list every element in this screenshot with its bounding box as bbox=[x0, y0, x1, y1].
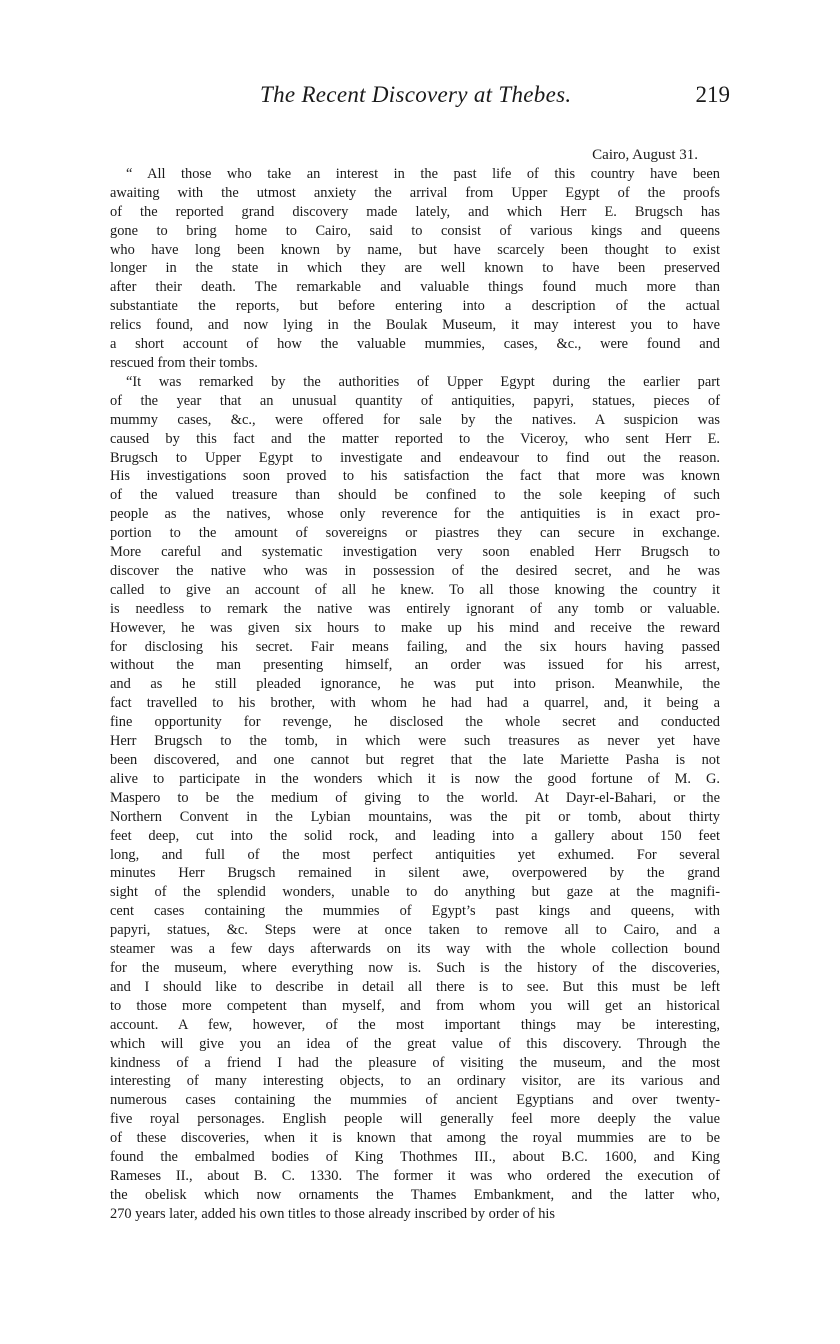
text-line: gone to bring home to Cairo, said to consist of various kings and queens bbox=[110, 222, 720, 239]
page-number: 219 bbox=[695, 82, 730, 107]
text-line: Northern Convent in the Lybian mountains, was the pit or tomb, about thirty bbox=[110, 808, 720, 825]
text-line: fact travelled to his brother, with whom he had had a quarrel, and, it being a bbox=[110, 695, 720, 712]
text-line: “It was remarked by the authorities of Upper Egypt during the earlier part bbox=[126, 373, 720, 390]
running-title: The Recent Discovery at Thebes. bbox=[260, 82, 572, 107]
text-line: awaiting with the utmost anxiety the arrival from Upper Egypt of the proofs bbox=[110, 184, 720, 201]
text-line: and I should like to describe in detail all there is to see. But this must be left bbox=[110, 978, 720, 995]
text-line: Rameses II., about B. C. 1330. The former it was who ordered the execution of bbox=[110, 1167, 720, 1184]
text-line: without the man presenting himself, an order was issued for his arrest, bbox=[110, 657, 720, 674]
text-line: five royal personages. English people will generally feel more deeply the value bbox=[110, 1111, 720, 1128]
text-line: of the year that an unusual quantity of antiquities, papyri, statues, pieces of bbox=[110, 392, 720, 409]
text-line: rescued from their tombs. bbox=[110, 354, 258, 371]
text-line: the obelisk which now ornaments the Thames Embankment, and the latter who, bbox=[110, 1186, 720, 1203]
text-line: minutes Herr Brugsch remained in silent awe, overpowered by the grand bbox=[110, 865, 720, 882]
text-line: account. A few, however, of the most important things may be interesting, bbox=[110, 1016, 720, 1033]
running-head bbox=[110, 82, 730, 114]
article-paragraphs bbox=[110, 165, 720, 1224]
text-line: is needless to remark the native was entirely ignorant of any tomb or valuable. bbox=[110, 600, 720, 617]
text-line: of the valued treasure than should be confined to the sole keeping of such bbox=[110, 487, 720, 504]
text-line: and as he still pleaded ignorance, he was put into prison. Meanwhile, the bbox=[110, 676, 720, 693]
text-line: However, he was given six hours to make up his mind and receive the reward bbox=[110, 619, 720, 636]
text-line: people as the natives, whose only reverence for the antiquities is in exact pro- bbox=[110, 506, 720, 523]
text-line: steamer was a few days afterwards on its way with the whole collection bound bbox=[110, 941, 720, 958]
text-line: of the reported grand discovery made lately, and which Herr E. Brugsch has bbox=[110, 203, 720, 220]
text-line: fine opportunity for revenge, he disclosed the whole secret and conducted bbox=[110, 714, 720, 731]
text-line: interesting of many interesting objects, to an ordinary visitor, are its various and bbox=[110, 1073, 720, 1090]
text-line: numerous cases containing the mummies of ancient Egyptians and over twenty- bbox=[110, 1092, 720, 1109]
text-line: been discovered, and one cannot but regret that the late Mariette Pasha is not bbox=[110, 752, 720, 768]
paragraph bbox=[110, 165, 720, 373]
text-line: papyri, statues, &c. Steps were at once taken to remove all to Cairo, and a bbox=[110, 922, 720, 939]
text-line: longer in the state in which they are well known to have been preserved bbox=[110, 260, 720, 277]
text-line: caused by this fact and the matter reported to the Viceroy, who sent Herr E. bbox=[110, 430, 720, 447]
text-line: for disclosing his secret. Fair means failing, and the six hours having passed bbox=[110, 638, 720, 655]
text-line: feet deep, cut into the solid rock, and leading into a gallery about 150 feet bbox=[110, 827, 720, 844]
text-line: substantiate the reports, but before entering into a description of the actual bbox=[110, 298, 720, 315]
text-line: which will give you an idea of the great value of this discovery. Through the bbox=[110, 1035, 720, 1052]
text-line: mummy cases, &c., were offered for sale by the natives. A suspicion was bbox=[110, 411, 720, 428]
text-line: relics found, and now lying in the Boulak Museum, it may interest you to have bbox=[110, 317, 720, 334]
text-line: His investigations soon proved to his satisfaction the fact that more was known bbox=[110, 468, 720, 485]
paragraph bbox=[110, 373, 720, 1224]
text-line: alive to participate in the wonders which it is now the good fortune of M. G. bbox=[110, 770, 720, 787]
text-line: More careful and systematic investigation very soon enabled Herr Brugsch to bbox=[110, 544, 720, 561]
text-line: a short account of how the valuable mummies, cases, &c., were found and bbox=[110, 336, 720, 353]
text-line: for the museum, where everything now is. Such is the history of the discoveries, bbox=[110, 959, 720, 976]
text-line: sight of the splendid wonders, unable to do anything but gaze at the magnifi- bbox=[110, 884, 720, 901]
text-line: after their death. The remarkable and valuable things found much more than bbox=[110, 279, 720, 296]
text-line: who have long been known by name, but have scarcely been thought to exist bbox=[110, 241, 720, 258]
text-line: 270 years later, added his own titles to those already inscribed by order of his bbox=[110, 1205, 556, 1222]
text-line: “ All those who take an interest in the past life of this country have been bbox=[126, 165, 720, 182]
text-line: long, and full of the most perfect antiquities yet exhumed. For several bbox=[110, 846, 720, 863]
text-line: portion to the amount of sovereigns or piastres they can secure in exchange. bbox=[110, 525, 720, 542]
text-line: found the embalmed bodies of King Thothmes III., about B.C. 1600, and King bbox=[110, 1149, 720, 1166]
text-line: Herr Brugsch to the tomb, in which were such treasures as never yet have bbox=[110, 733, 720, 750]
text-line: of these discoveries, when it is known that among the royal mummies are to be bbox=[110, 1130, 720, 1147]
body-text bbox=[110, 146, 720, 1224]
text-line: Brugsch to Upper Egypt to investigate and endeavour to find out the reason. bbox=[110, 449, 720, 466]
text-line: called to give an account of all he knew. To all those knowing the country it bbox=[110, 581, 720, 598]
dateline: Cairo, August 31. bbox=[592, 147, 698, 163]
text-line: to those more competent than myself, and from whom you will get an historical bbox=[110, 997, 720, 1014]
text-line: Maspero to be the medium of giving to the world. At Dayr-el-Bahari, or the bbox=[110, 789, 720, 806]
text-line: kindness of a friend I had the pleasure of visiting the museum, and the most bbox=[110, 1054, 720, 1071]
text-line: discover the native who was in possession of the desired secret, and he was bbox=[110, 562, 720, 579]
text-line: cent cases containing the mummies of Egypt’s past kings and queens, with bbox=[110, 903, 720, 920]
